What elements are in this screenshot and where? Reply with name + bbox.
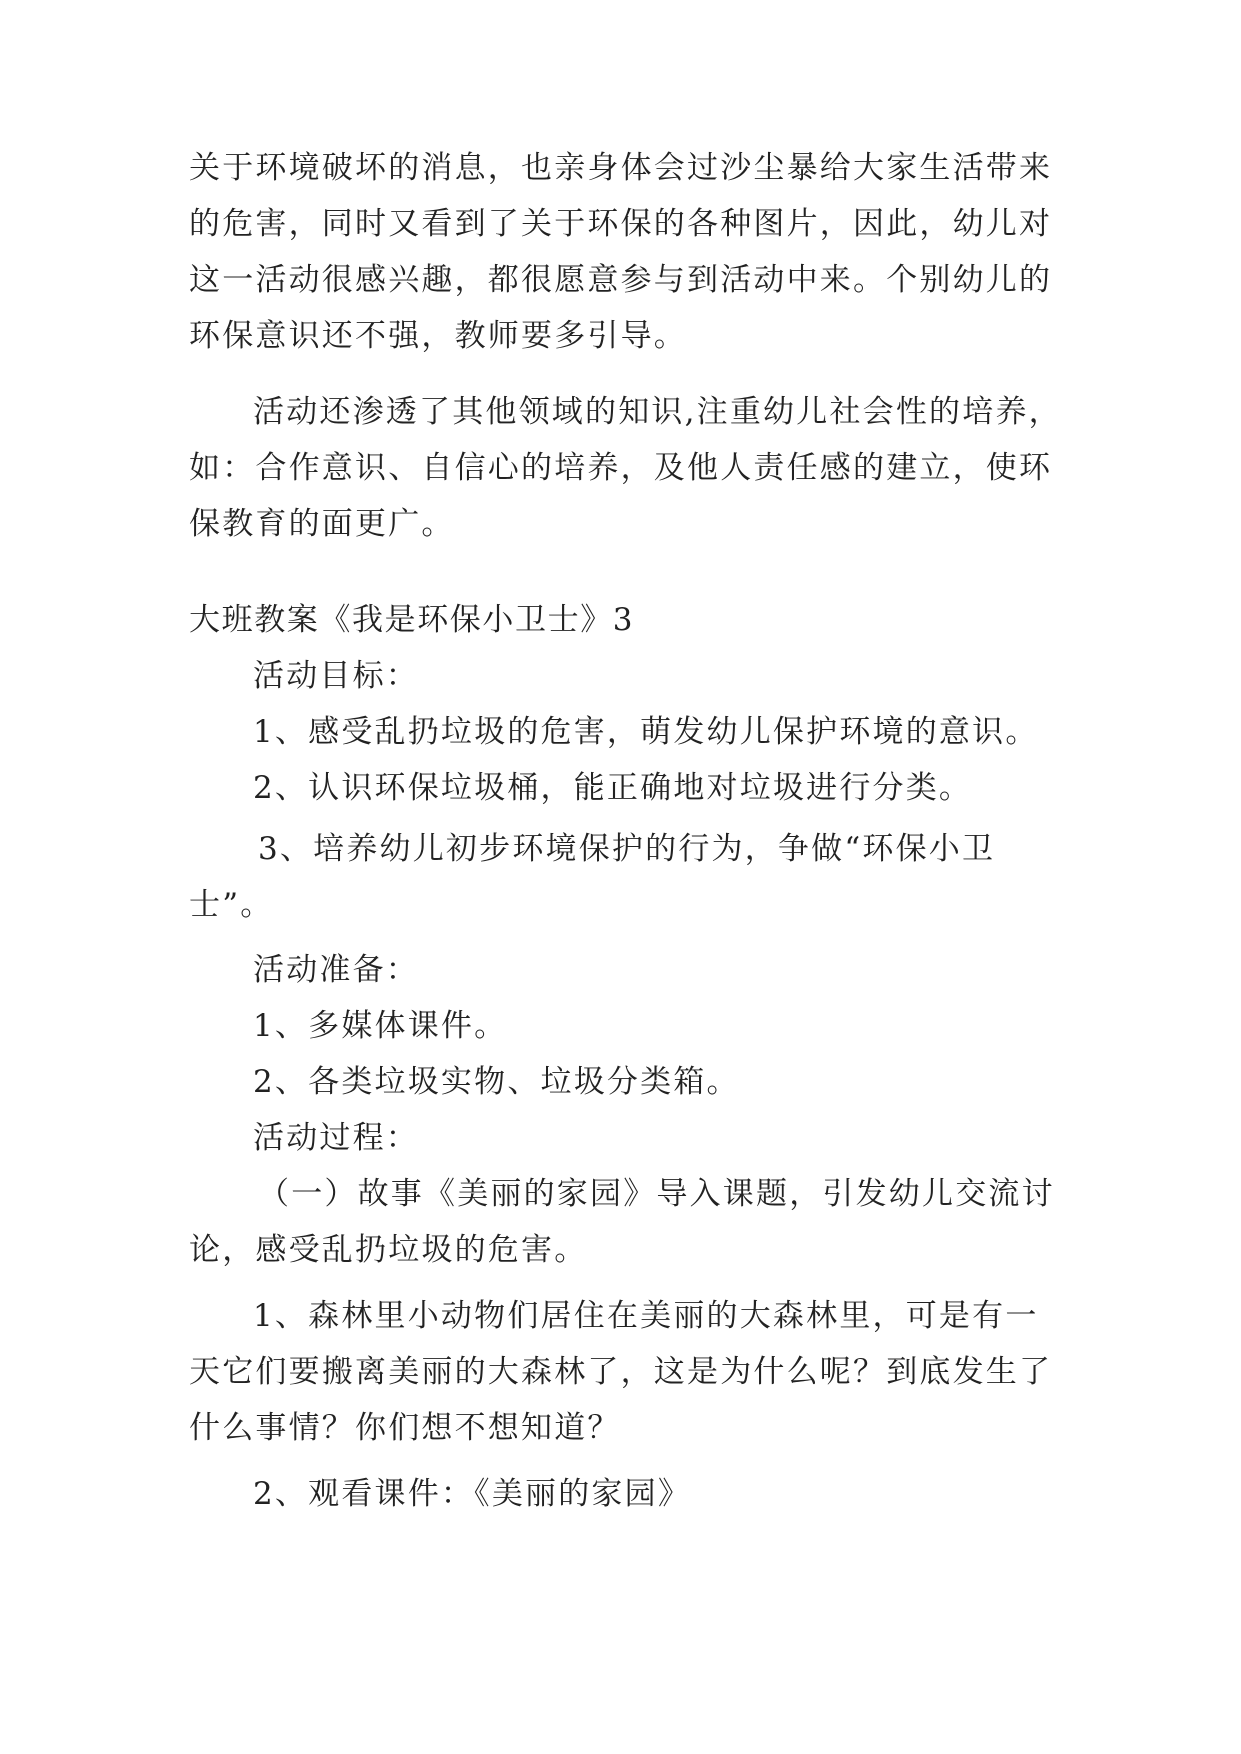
paragraph-line: 的危害，同时又看到了关于环保的各种图片，因此，幼儿对 (189, 206, 1053, 242)
list-item: 1、多媒体课件。 (253, 1008, 508, 1044)
paragraph-line: 关于环境破坏的消息，也亲身体会过沙尘暴给大家生活带来 (189, 150, 1053, 186)
list-item: 3、培养幼儿初步环境保护的行为，争做“环保小卫 (258, 831, 996, 867)
paragraph-line: 论，感受乱扔垃圾的危害。 (189, 1232, 588, 1268)
list-item: 2、观看课件：《美丽的家园》 (253, 1476, 692, 1512)
section-heading: 活动过程： (253, 1120, 419, 1156)
section-heading: 活动目标： (253, 658, 419, 694)
paragraph-line: 什么事情？你们想不想知道？ (189, 1410, 621, 1446)
section-title: 大班教案《我是环保小卫士》3 (189, 602, 635, 638)
paragraph-line: 天它们要搬离美丽的大森林了，这是为什么呢？到底发生了 (189, 1354, 1053, 1390)
paragraph-line: 活动还渗透了其他领域的知识,注重幼儿社会性的培养， (253, 394, 1062, 430)
list-item-continuation: 士”。 (189, 887, 274, 923)
section-heading: 活动准备： (253, 952, 419, 988)
list-item: 1、感受乱扔垃圾的危害，萌发幼儿保护环境的意识。 (253, 714, 1039, 750)
list-item: 2、认识环保垃圾桶，能正确地对垃圾进行分类。 (253, 770, 973, 806)
list-item: 1、森林里小动物们居住在美丽的大森林里，可是有一 (253, 1298, 1039, 1334)
list-item: 2、各类垃圾实物、垃圾分类箱。 (253, 1064, 740, 1100)
paragraph-line: 保教育的面更广。 (189, 506, 455, 542)
paragraph-line: （一）故事《美丽的家园》导入课题，引发幼儿交流讨 (258, 1176, 1055, 1212)
paragraph-line: 环保意识还不强，教师要多引导。 (189, 318, 687, 354)
paragraph-line: 这一活动很感兴趣，都很愿意参与到活动中来。个别幼儿的 (189, 262, 1053, 298)
paragraph-line: 如：合作意识、自信心的培养，及他人责任感的建立，使环 (189, 450, 1053, 486)
